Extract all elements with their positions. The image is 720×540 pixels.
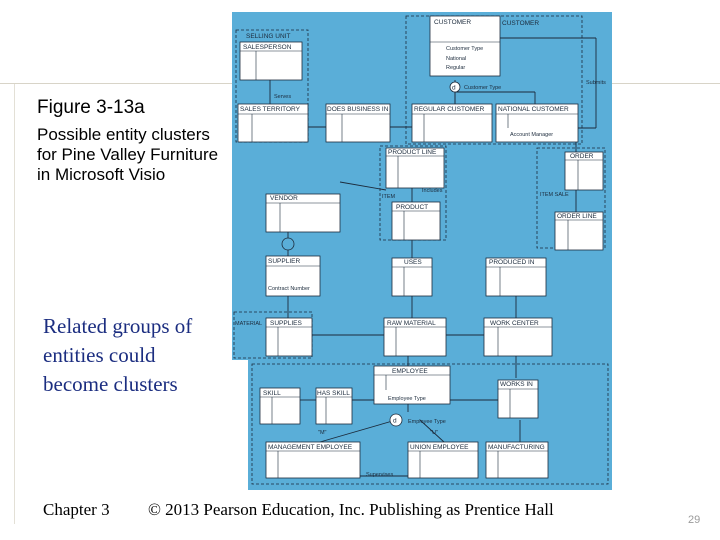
entity-uses: USES xyxy=(404,259,422,266)
entity-customer-top: CUSTOMER xyxy=(434,19,472,26)
label-m: "M" xyxy=(318,430,327,436)
cluster-note: Related groups of entities could become clusters xyxy=(43,314,193,396)
entity-has-skill: HAS SKILL xyxy=(317,390,350,397)
label-employee-type: Employee Type xyxy=(408,419,446,425)
entity-product-line: PRODUCT LINE xyxy=(388,149,437,156)
entity-material: MATERIAL xyxy=(235,321,263,327)
figure-title: Figure 3-13a xyxy=(37,97,145,118)
entity-employee: EMPLOYEE xyxy=(392,368,428,375)
entity-works-in: WORKS IN xyxy=(500,381,533,388)
attr-regular: Regular xyxy=(446,65,466,71)
chapter-label: Chapter 3 xyxy=(43,500,110,519)
label-serves: Serves xyxy=(274,94,292,100)
entity-selling-unit: SELLING UNIT xyxy=(246,33,291,40)
attr-customer-type: Customer Type xyxy=(446,46,484,52)
entity-supplier: SUPPLIER xyxy=(268,258,301,265)
customer-disjoint-label: d xyxy=(452,84,456,92)
label-submits: Submits xyxy=(586,80,606,86)
page-number: 29 xyxy=(688,514,701,526)
entity-sales-territory: SALES TERRITORY xyxy=(240,106,300,113)
entity-salesperson: SALESPERSON xyxy=(243,44,292,51)
entity-manufacturing: MANUFACTURING xyxy=(488,444,545,451)
entity-skill: SKILL xyxy=(263,390,281,397)
label-customer-type: Customer Type xyxy=(464,85,502,91)
label-u: "U" xyxy=(430,430,438,436)
employee-disjoint-label: d xyxy=(393,417,397,425)
entity-product: PRODUCT xyxy=(396,204,429,211)
attr-account-manager: Account Manager xyxy=(510,132,554,138)
supplier-subtype-circle xyxy=(282,238,294,250)
entity-supplies: SUPPLIES xyxy=(270,320,302,327)
entity-union-employee: UNION EMPLOYEE xyxy=(410,444,469,451)
label-includes: Includes xyxy=(422,188,443,194)
attr-contract-number: Contract Number xyxy=(268,286,310,292)
entity-vendor: VENDOR xyxy=(270,195,298,202)
entity-customer: CUSTOMER xyxy=(502,20,540,27)
entity-work-center: WORK CENTER xyxy=(490,320,539,327)
label-supervises: Supervises xyxy=(366,472,394,478)
attr-employee-type: Employee Type xyxy=(388,396,426,402)
entity-raw-material: RAW MATERIAL xyxy=(387,320,436,327)
entity-item: ITEM xyxy=(382,194,396,200)
copyright: © 2013 Pearson Education, Inc. Publishing as Prentice Hall xyxy=(148,500,554,519)
attr-national: National xyxy=(446,56,467,62)
entity-does-business-in: DOES BUSINESS IN xyxy=(327,106,389,113)
entity-item-sale: ITEM SALE xyxy=(540,192,569,198)
entity-order-line: ORDER LINE xyxy=(557,213,597,220)
entity-management-employee: MANAGEMENT EMPLOYEE xyxy=(268,444,353,451)
entity-produced-in: PRODUCED IN xyxy=(489,259,535,266)
entity-regular-customer: REGULAR CUSTOMER xyxy=(414,106,485,113)
figure-caption: Possible entity clusters for Pine Valley Furniture in Microsoft Visio xyxy=(37,125,219,184)
entity-order: ORDER xyxy=(570,153,594,160)
entity-national-customer: NATIONAL CUSTOMER xyxy=(498,106,569,113)
